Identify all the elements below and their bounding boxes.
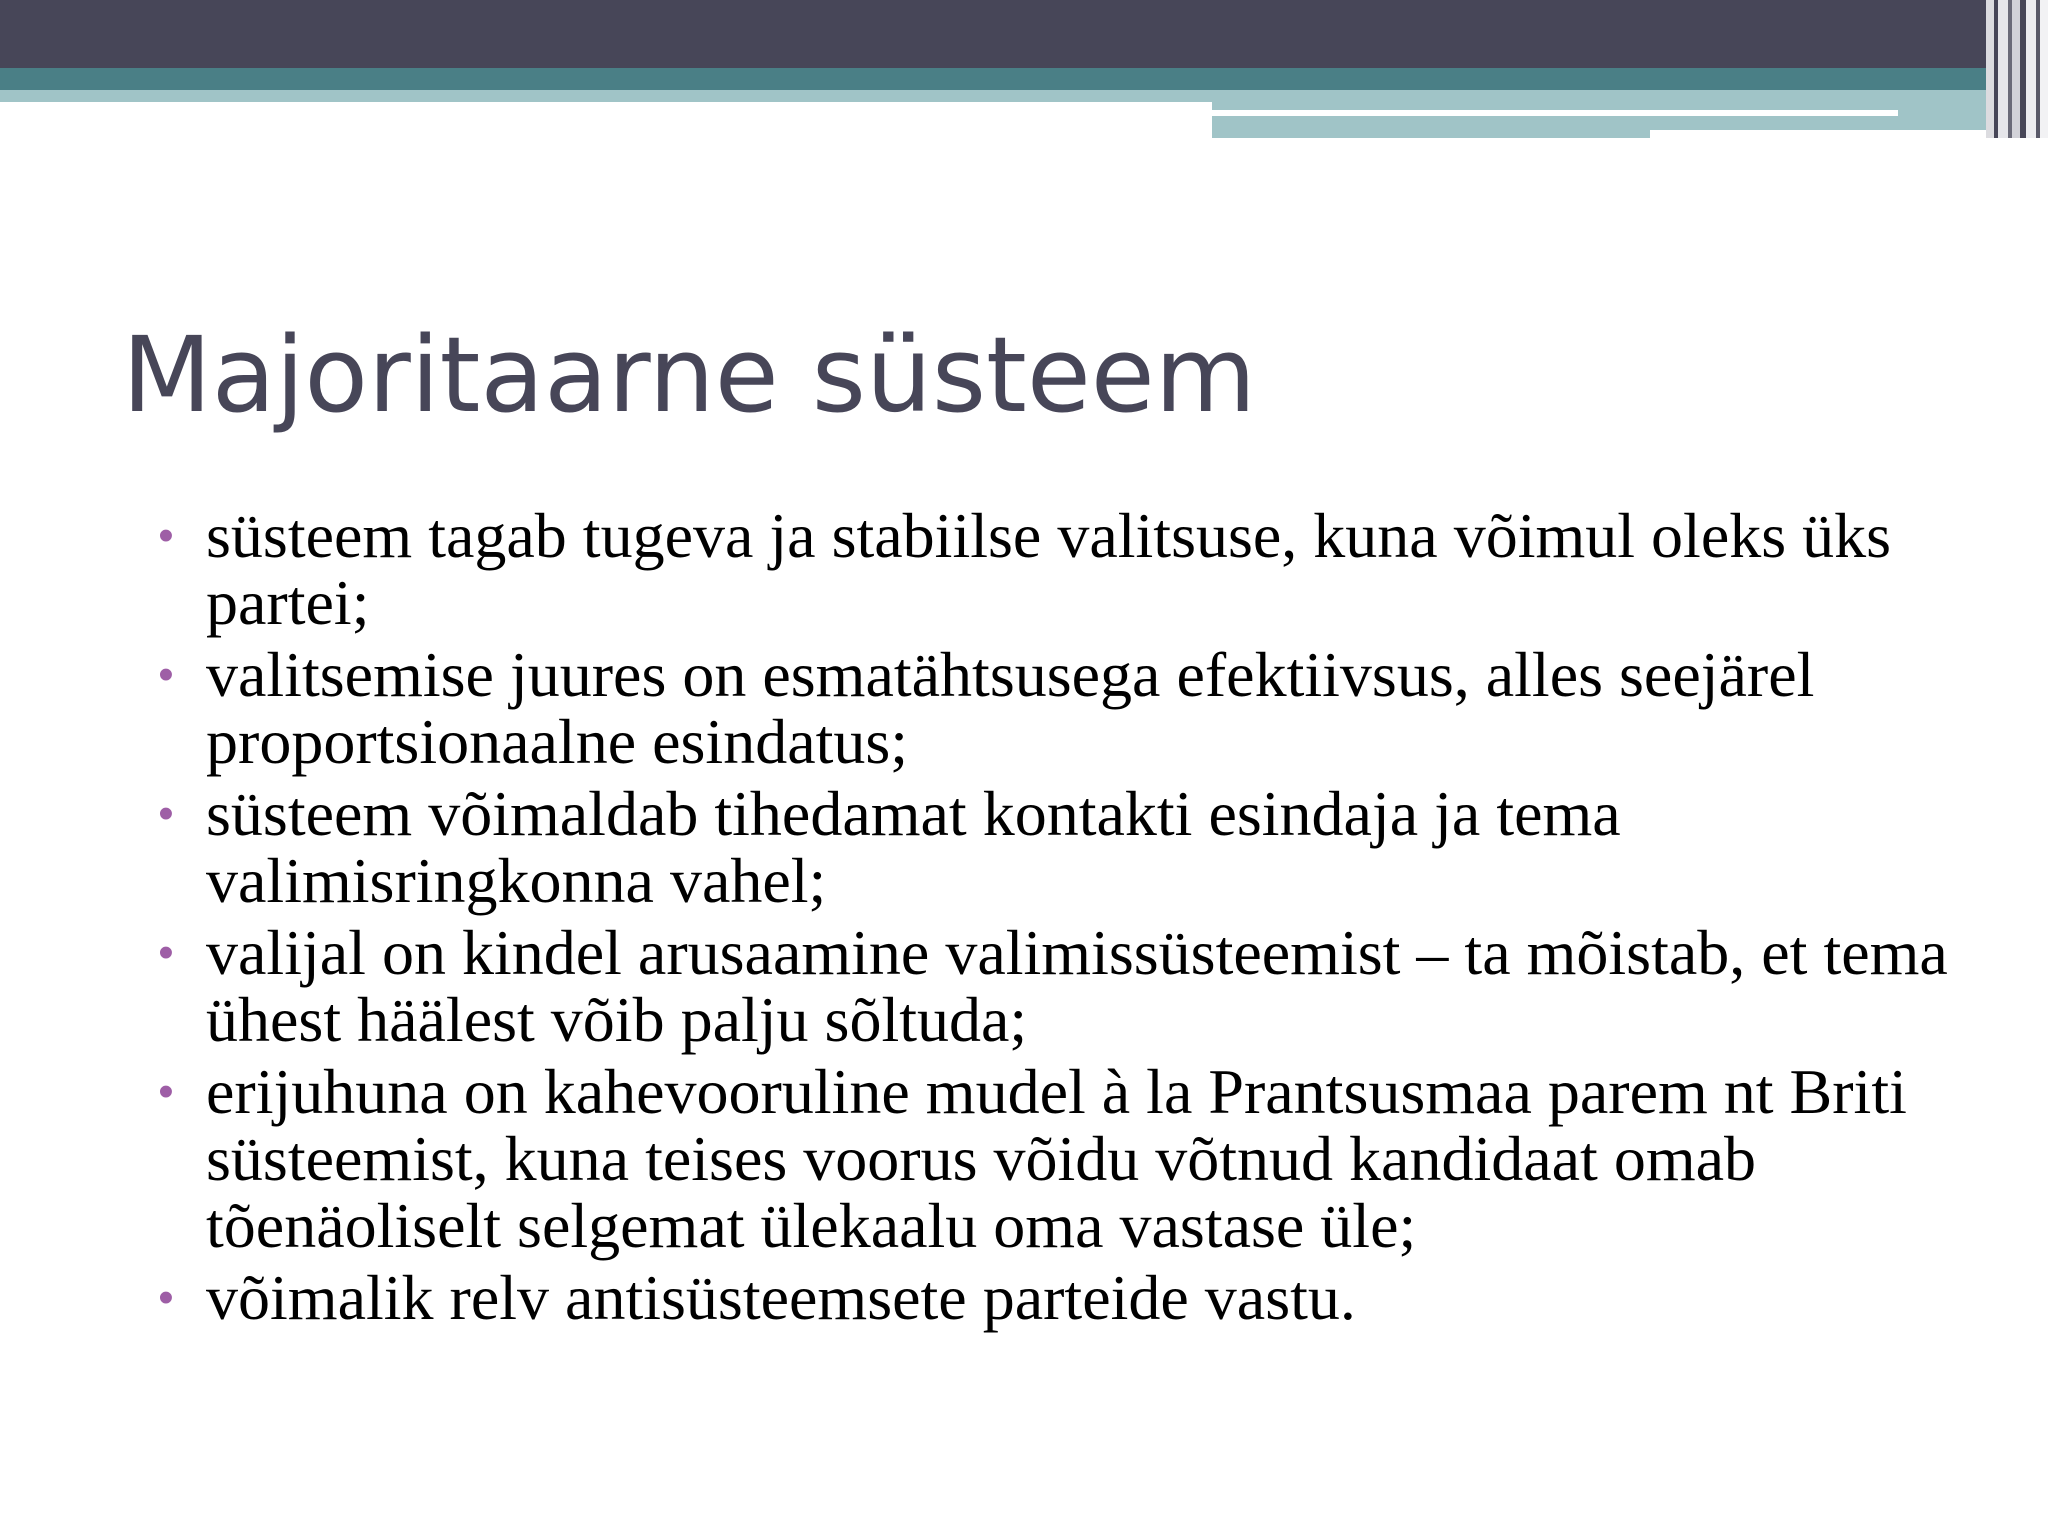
header-bar-light [0, 90, 1212, 102]
bullet-item [150, 1058, 1970, 1259]
bullet-text: valijal on kindel arusaamine valimissüsteemist – ta mõistab, et tema ühest häälest võib palju sõltuda; [206, 917, 1948, 1055]
bullet-list [150, 502, 1970, 1336]
header-stripe [1212, 110, 1898, 116]
bullet-item [150, 502, 1970, 636]
bullet-icon: • [158, 928, 174, 977]
header-gap [0, 102, 1212, 106]
bullet-item [150, 1264, 1970, 1331]
bullet-icon: • [158, 511, 174, 560]
bullet-item [150, 780, 1970, 914]
bullet-text: süsteem võimaldab tihedamat kontakti esindaja ja tema valimisringkonna vahel; [206, 778, 1621, 916]
bullet-item [150, 641, 1970, 775]
bullet-icon: • [158, 1067, 174, 1116]
bullet-icon: • [158, 650, 174, 699]
header-bar-dark [0, 0, 2048, 68]
header-block-lower [1212, 130, 1650, 138]
header-vertical-stripes [1986, 0, 2048, 138]
bullet-text: erijuhuna on kahevooruline mudel à la Prantsusmaa parem nt Briti süsteemist, kuna teises voorus võidu võtnud kandidaat omab tõenäoliselt selgemat ülekaalu oma vastase üle; [206, 1056, 1907, 1261]
slide-title: Majoritaarne süsteem [122, 314, 1257, 436]
header-bar-teal [0, 68, 2048, 90]
bullet-text: süsteem tagab tugeva ja stabiilse valitsuse, kuna võimul oleks üks partei; [206, 500, 1892, 638]
bullet-text: võimalik relv antisüsteemsete parteide vastu. [206, 1262, 1356, 1333]
bullet-text: valitsemise juures on esmatähtsusega efektiivsus, alles seejärel proportsionaalne esindatus; [206, 639, 1815, 777]
bullet-icon: • [158, 789, 174, 838]
bullet-item [150, 919, 1970, 1053]
bullet-icon: • [158, 1273, 174, 1322]
